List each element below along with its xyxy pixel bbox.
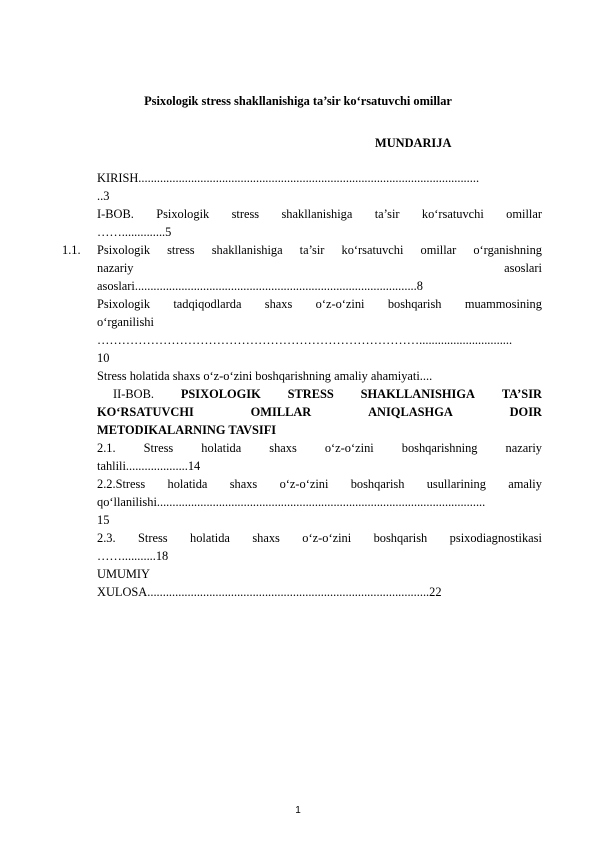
toc-line-page-15: 15 bbox=[97, 513, 110, 527]
toc-line-conclusion: UMUMIY bbox=[97, 567, 151, 581]
word: Psixologik bbox=[97, 243, 151, 257]
word: I-BOB. bbox=[97, 207, 134, 221]
toc-line-section-2-1-page: tahlili....................14 bbox=[97, 459, 201, 473]
word: stress bbox=[231, 207, 260, 221]
word: nazariy bbox=[97, 261, 134, 275]
word: asoslari bbox=[504, 261, 542, 275]
toc-line-dots: …………………………………………………………………….............................. bbox=[97, 333, 513, 347]
toc-line-kirish: KIRISH.............................................................................................................. bbox=[97, 171, 480, 185]
toc-line-section-1-2 bbox=[97, 296, 542, 312]
word: Psixologik bbox=[156, 207, 210, 221]
toc-line-section-2-3 bbox=[97, 530, 542, 546]
toc-line-chapter2-cont bbox=[97, 404, 542, 420]
toc-line-chapter2-cont2: METODIKALARNING TAVSIFI bbox=[97, 423, 277, 437]
word: ANIQLASHGA bbox=[368, 405, 453, 419]
toc-line-section-1-1-page: asoslari...........................................................................................8 bbox=[97, 279, 423, 293]
toc-line-section-1-3: Stress holatida shaxs o‘z-o‘zini boshqarishning amaliy ahamiyati.... bbox=[97, 369, 433, 383]
word: II-BOB. bbox=[113, 387, 154, 401]
word: tadqiqodlarda bbox=[173, 297, 242, 311]
word: boshqarish bbox=[373, 531, 428, 545]
word: stress bbox=[167, 243, 195, 257]
word: shaxs bbox=[229, 477, 258, 491]
word: shakllanishiga bbox=[281, 207, 353, 221]
toc-line-section-1-2-cont: o‘rganilishi bbox=[97, 315, 154, 329]
word: holatida bbox=[190, 531, 230, 545]
word: ko‘rsatuvchi bbox=[421, 207, 484, 221]
word: o‘z-o‘zini bbox=[324, 441, 374, 455]
toc-heading: MUNDARIJA bbox=[375, 136, 452, 150]
toc-line-conclusion-page: XULOSA...........................................................................................22 bbox=[97, 585, 442, 599]
toc-line-page-10: 10 bbox=[97, 351, 110, 365]
word: DOIR bbox=[509, 405, 542, 419]
section-number: 1.1. bbox=[62, 243, 81, 257]
word: o‘rganishning bbox=[473, 243, 542, 257]
word: nazariy bbox=[505, 441, 542, 455]
word: ko‘rsatuvchi bbox=[341, 243, 404, 257]
word: psixodiagnostikasi bbox=[449, 531, 542, 545]
word: ta’sir bbox=[374, 207, 400, 221]
word: boshqarish bbox=[350, 477, 405, 491]
toc-line-section-2-1 bbox=[97, 440, 542, 456]
toc-line-kirish-page: ..3 bbox=[97, 189, 110, 203]
word: shakllanishiga bbox=[211, 243, 283, 257]
word: PSIXOLOGIK bbox=[180, 387, 261, 401]
word: muammosining bbox=[464, 297, 542, 311]
word: TA’SIR bbox=[501, 387, 542, 401]
word: holatida bbox=[201, 441, 242, 455]
word: boshqarish bbox=[387, 297, 442, 311]
word: o‘z-o‘zini bbox=[302, 531, 352, 545]
toc-line-section-2-2 bbox=[97, 476, 542, 492]
word: Psixologik bbox=[97, 297, 151, 311]
word: omillar bbox=[506, 207, 542, 221]
word: 2.2.Stress bbox=[97, 477, 146, 491]
word: omillar bbox=[420, 243, 457, 257]
toc-line-section-2-3-page: ……...........18 bbox=[97, 549, 169, 563]
page-number: 1 bbox=[295, 805, 301, 816]
word: shaxs bbox=[269, 441, 297, 455]
toc-line-chapter1-page: ……..............5 bbox=[97, 225, 172, 239]
word: holatida bbox=[167, 477, 208, 491]
word: ta’sir bbox=[299, 243, 325, 257]
document-title: Psixologik stress shakllanishiga ta’sir ko‘rsatuvchi omillar bbox=[144, 94, 452, 108]
word: o‘z-o‘zini bbox=[279, 477, 329, 491]
word: OMILLAR bbox=[250, 405, 312, 419]
word: SHAKLLANISHIGA bbox=[360, 387, 475, 401]
word: o‘z-o‘zini bbox=[315, 297, 365, 311]
word: KO‘RSATUVCHI bbox=[97, 405, 194, 419]
word: boshqarishning bbox=[401, 441, 478, 455]
toc-line-section-2-2-cont: qo‘llanilishi.......................................................................................................... bbox=[97, 495, 486, 509]
word: 2.3. bbox=[97, 531, 116, 545]
word: usullarining bbox=[426, 477, 486, 491]
word: shaxs bbox=[264, 297, 293, 311]
word: Stress bbox=[138, 531, 168, 545]
word: amaliy bbox=[508, 477, 542, 491]
word: 2.1. bbox=[97, 441, 116, 455]
toc-line-section-1-1 bbox=[97, 242, 542, 258]
word: Stress bbox=[143, 441, 174, 455]
word: STRESS bbox=[287, 387, 334, 401]
toc-line-chapter2 bbox=[113, 386, 542, 402]
toc-line-section-1-1-cont bbox=[97, 260, 542, 276]
toc-line-chapter1 bbox=[97, 206, 542, 222]
word: shaxs bbox=[252, 531, 280, 545]
